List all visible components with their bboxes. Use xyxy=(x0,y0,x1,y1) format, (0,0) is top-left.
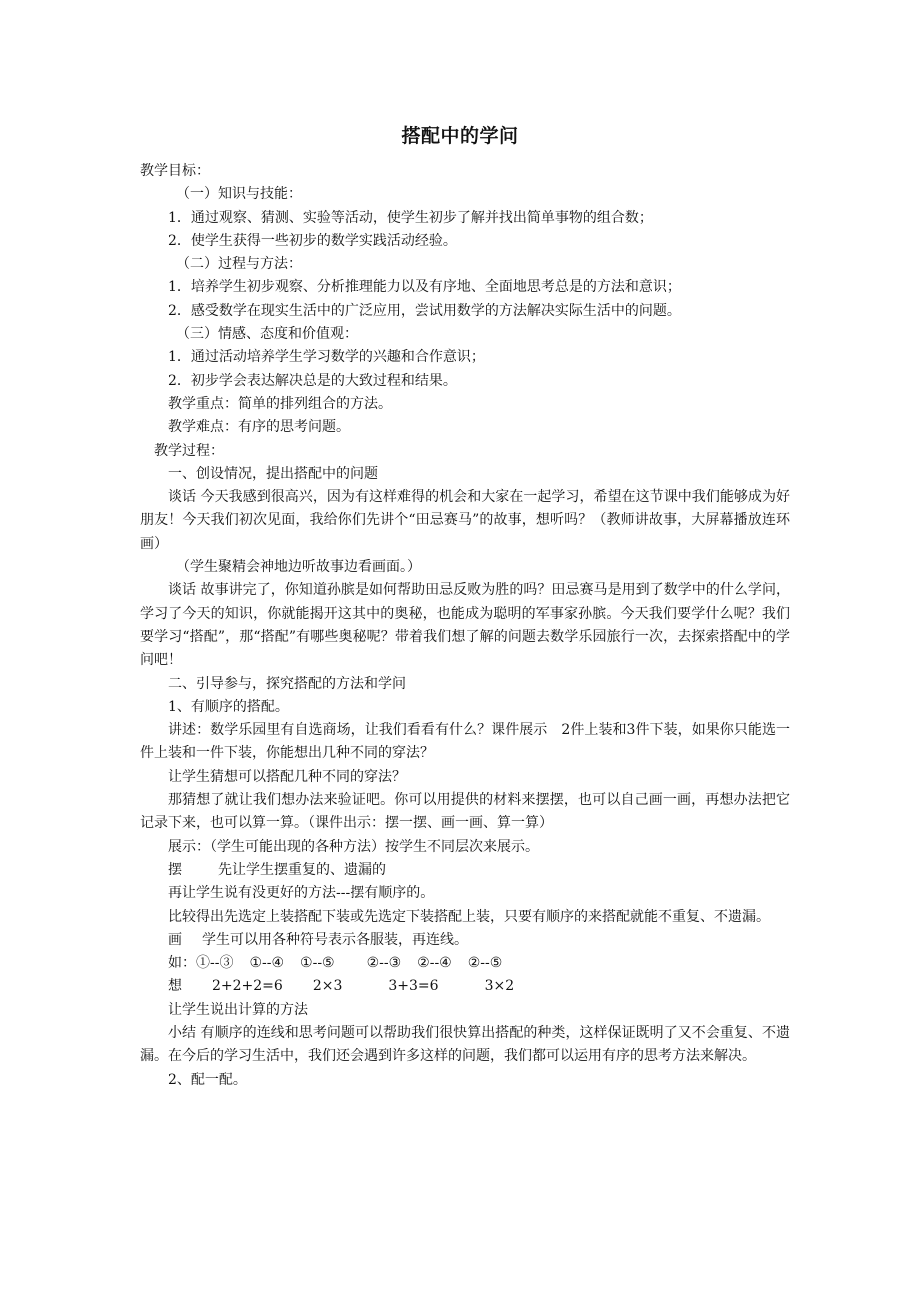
think-line xyxy=(140,975,790,998)
key-point: 教学重点：简单的排列组合的方法。 xyxy=(168,395,392,412)
compare-paragraph: 比较得出先选定上装搭配下装或先选定下装搭配上装，只要有顺序的来搭配就能不重复、不遗漏。 xyxy=(168,908,770,925)
sub2-heading: 2、配一配。 xyxy=(168,1071,247,1088)
draw-text: 学生可以用各种符号表示各服装，再连线。 xyxy=(202,931,468,948)
pair-item: ①--④ xyxy=(249,955,285,972)
arrange-text: 先让学生摆重复的、遗漏的 xyxy=(218,861,386,878)
pair-item: ①--③ xyxy=(196,955,234,972)
arrange-label: 摆 xyxy=(168,861,182,878)
document-title: 搭配中的学问 xyxy=(401,125,519,147)
goal-section-attitude: （三）情感、态度和价值观： xyxy=(176,326,358,343)
think-label: 想 xyxy=(168,978,182,995)
goal-process-item-2: 2．感受数学在现实生活中的广泛应用，尝试用数学的方法解决实际生活中的问题。 xyxy=(168,302,681,319)
pair-item: ②--⑤ xyxy=(467,955,503,972)
explain-paragraph: 讲述：数学乐园里有自选商场，让我们看看有什么？课件展示 2件上装和3件下装，如果你只能选一件上装和一件下装，你能想出几种不同的穿法？ xyxy=(140,722,790,762)
example-label: 如： xyxy=(168,955,196,972)
sub1-heading: 1、有顺序的搭配。 xyxy=(168,698,289,715)
students-listen-note: （学生聚精会神地边听故事边看画面。） xyxy=(176,559,421,576)
pair-item: ②--③ xyxy=(366,955,402,972)
part2-heading: 二、引导参与，探究搭配的方法和学问 xyxy=(168,675,406,692)
better-method-line: 再让学生说有没更好的方法---摆有顺序的。 xyxy=(168,885,435,902)
goal-section-process: （二）过程与方法： xyxy=(176,256,302,273)
goal-knowledge-item-1: 1．通过观察、猜测、实验等活动，使学生初步了解并找出简单事物的组合数； xyxy=(168,209,653,226)
part1-heading: 一、创设情况，提出搭配中的问题 xyxy=(168,465,378,482)
verify-paragraph: 那猜想了就让我们想办法来验证吧。你可以用提供的材料来摆摆，也可以自己画一画，再想办法把它记录下来，也可以算一算。（课件出示：摆一摆、画一画、算一算） xyxy=(140,792,790,832)
goal-attitude-item-1: 1．通过活动培养学生学习数学的兴趣和合作意识； xyxy=(168,349,485,366)
draw-label: 画 xyxy=(168,931,182,948)
document-body xyxy=(140,160,790,1092)
goal-section-knowledge: （一）知识与技能： xyxy=(176,186,302,203)
teaching-goals-label: 教学目标： xyxy=(140,163,210,179)
pair-item: ②--④ xyxy=(417,955,452,972)
calc-method-line: 让学生说出计算的方法 xyxy=(168,1001,308,1018)
summary-paragraph: 小结 有顺序的连线和思考问题可以帮助我们很快算出搭配的种类，这样保证既明了又不会重复、不遗漏。在今后的学习生活中，我们还会遇到许多这样的问题，我们都可以运用有序的思考方法来解决。 xyxy=(140,1024,790,1065)
pairs-line xyxy=(140,952,790,975)
show-line: 展示：（学生可能出现的各种方法）按学生不同层次来展示。 xyxy=(168,838,539,855)
goal-attitude-item-2: 2．初步学会表达解决总是的大致过程和结果。 xyxy=(168,372,457,389)
difficulty-point: 教学难点：有序的思考问题。 xyxy=(168,419,350,436)
calc-item: 3×2 xyxy=(484,978,515,995)
goal-process-item-1: 1．培养学生初步观察、分析推理能力以及有序地、全面地思考总是的方法和意识； xyxy=(168,279,681,296)
arrange-line xyxy=(140,859,790,882)
calc-item: 2+2+2=6 xyxy=(212,978,283,995)
talk-paragraph-2: 谈话 故事讲完了，你知道孙膑是如何帮助田忌反败为胜的吗？田忌赛马是用到了数学中的什么学问，学习了今天的知识，你就能揭开这其中的奥秘，也能成为聪明的军事家孙膑。今天我们要学什么呢？我们要学习“搭配”，那“搭配”有哪些奥秘呢？带着我们想了解的问题去数学乐园旅行一次，去探索搭配中的学问吧！ xyxy=(140,582,790,669)
guess-line: 让学生猜想可以搭配几种不同的穿法？ xyxy=(168,768,406,785)
pair-item: ①--⑤ xyxy=(300,955,335,972)
calc-item: 2×3 xyxy=(312,978,343,995)
teaching-process-label: 教学过程： xyxy=(154,442,224,459)
talk-paragraph-1: 谈话 今天我感到很高兴，因为有这样难得的机会和大家在一起学习，希望在这节课中我们能够成为好朋友！今天我们初次见面，我给你们先讲个“田忌赛马”的故事，想听吗？（教师讲故事，大屏幕播放连环画） xyxy=(140,489,790,552)
draw-line xyxy=(140,929,790,952)
goal-knowledge-item-2: 2．使学生获得一些初步的数学实践活动经验。 xyxy=(168,232,457,249)
calc-item: 3+3=6 xyxy=(388,978,439,995)
